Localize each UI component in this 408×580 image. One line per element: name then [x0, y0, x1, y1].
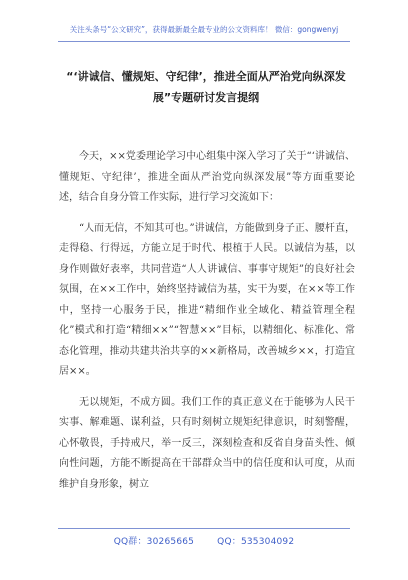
paragraph-integrity: “人而无信，不知其可也。”讲诚信，方能做到身子正、腰杆直，走得稳、行得远，方能立足于时代、根植于人民。以诚信为基，以身作则做好表率，共同营造“人人讲诚信、事事守规矩”的良好社会氛围，在××工作中，始终坚持诚信为基，实干为要，在××等工作中，坚持一心服务于民，推进“精细作业全域化、精益管理全程化”模式和打造“精细××”“智慧××”目标，以精细化、标准化、常态化管理，推动共建共治共享的××新格局，改善城乡××，打造宜居××。 [59, 222, 355, 377]
footer-divider [58, 528, 350, 529]
page-header: 关注头条号“公文研究”，获得最新最全最专业的公文资料库！ 微信：gongwenyj [69, 25, 339, 34]
footer-qq-group: QQ群：30265665 [113, 537, 195, 547]
footer-qq-number: QQ：535304092 [217, 537, 295, 547]
paragraph-intro: 今天，××党委理论学习中心组集中深入学习了关于“‘讲诚信、懂规矩、守纪律’，推进全面从严治党向纵深发展”等方面重要论述，结合自身分管工作实际，进行学习交流如下： [59, 151, 355, 203]
document-title: “‘讲诚信、懂规矩、守纪律’，推进全面从严治党向纵深发展”专题研讨发言提纲 [66, 70, 346, 104]
document-body [59, 147, 355, 495]
page-footer [0, 534, 408, 547]
paragraph-rules: 无以规矩，不成方圆。我们工作的真正意义在于能够为人民干实事、解难题、谋利益，只有时刻树立规矩纪律意识，时刻警醒，心怀敬畏，手持戒尺，举一反三，深刻检查和反省自身苗头性、倾向性问题，方能不断提高在干部群众当中的信任度和认可度，从而维护自身形象，树立 [59, 396, 355, 490]
header-divider [58, 41, 350, 42]
